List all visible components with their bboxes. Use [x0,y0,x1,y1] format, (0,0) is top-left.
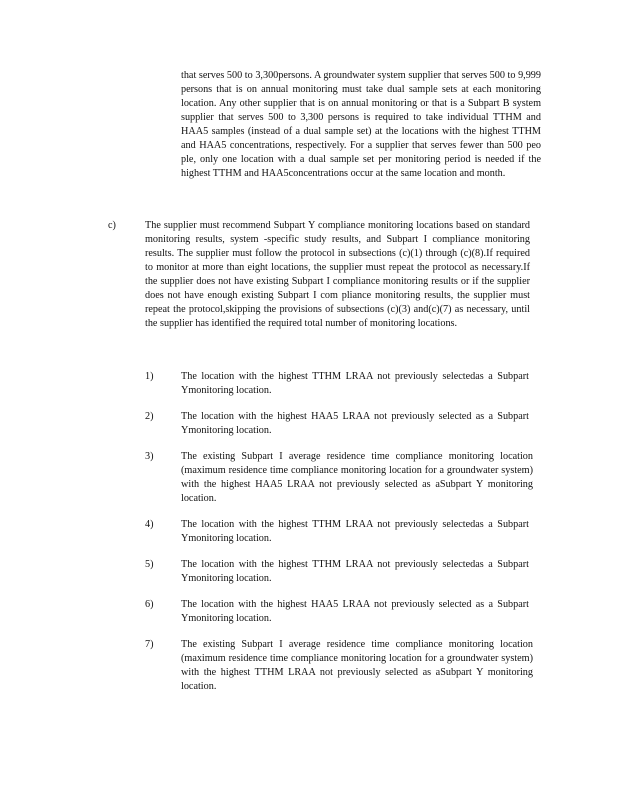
item-4-text: The location with the highest TTHM LRAA not previously selectedas a Subpart Ymonitoring location. [181,519,529,544]
item-1-text: The location with the highest TTHM LRAA not previously selectedas a Subpart Ymonitoring location. [181,371,529,396]
item-3-text: The existing Subpart I average residence time compliance monitoring location (maximum residence time compliance monitoring location for a groundwater system) with the highest HAA5 LRAA not previously selected as aSubpart Y monitoring location. [181,451,533,504]
section-c-label: c) [108,220,116,231]
item-7-text: The existing Subpart I average residence time compliance monitoring location (maximum residence time compliance monitoring location for a groundwater system) with the highest TTHM LRAA not previously selected as aSubpart Y monitoring location. [181,639,533,692]
item-2-label: 2) [145,411,154,422]
item-3-label: 3) [145,451,154,462]
item-4-label: 4) [145,519,154,530]
item-6-label: 6) [145,599,154,610]
intro-paragraph: that serves 500 to 3,300persons. A groundwater system supplier that serves 500 to 9,999 persons that is on annual monitoring must take dual sample sets at each monitoring location. Any other supplier that is on annual monitoring or that is a Subpart B system supplier that serves 500 to 3,300 persons is required to take individual TTHM and HAA5 samples (instead of a dual sample set) at the locations with the highest TTHM and HAA5 concentrations, respectively. For a supplier that serves fewer than 500 peo ple, only one location with a dual sample set per monitoring period is needed if the highest TTHM and HAA5concentrations occur at the same location and month. [181,70,541,179]
item-7-label: 7) [145,639,154,650]
item-5-label: 5) [145,559,154,570]
item-6-text: The location with the highest HAA5 LRAA not previously selected as a Subpart Ymonitoring location. [181,599,529,624]
item-1-label: 1) [145,371,154,382]
item-5-text: The location with the highest TTHM LRAA not previously selectedas a Subpart Ymonitoring location. [181,559,529,584]
section-c-paragraph: The supplier must recommend Subpart Y compliance monitoring locations based on standard monitoring results, system -specific study results, and Subpart I compliance monitoring results. The supplier must follow the protocol in subsections (c)(1) through (c)(8).If required to monitor at more than eight locations, the supplier must repeat the protocol as necessary.If the supplier does not have existing Subpart I compliance monitoring results or if the supplier does not have enough existing Subpart I com pliance monitoring results, the supplier must repeat the protocol,skipping the provisions of subsections (c)(3) and(c)(7) as necessary, until the supplier has identified the required total number of monitoring locations. [145,220,530,329]
item-2-text: The location with the highest HAA5 LRAA not previously selected as a Subpart Ymonitoring location. [181,411,529,436]
